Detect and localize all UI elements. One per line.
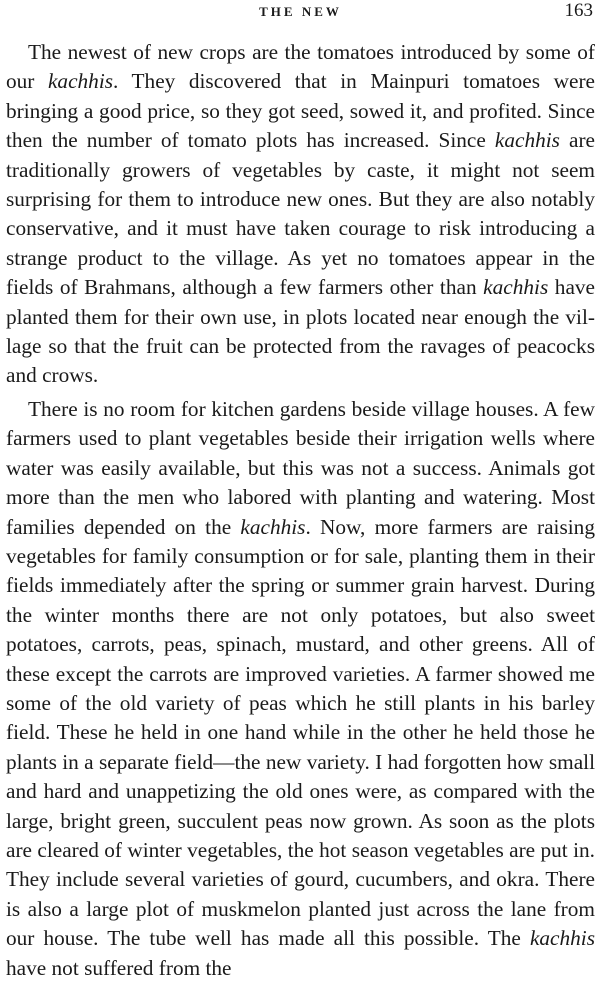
running-head	[6, 0, 595, 28]
text-run: There is no room for kitchen gardens beside village houses. A few farmers used to plant vegetables beside their irrigation wells where water was easily available, but this was not a success. Animals got more than the men who labored with planting and watering. Most families depended on the	[6, 396, 595, 539]
text-run: . They discovered that in Mainpuri tomatoes were bringing a good price, so they got seed, sowed it, and profited. Since then the number of tomato plots has increased. Since	[6, 69, 595, 153]
paragraph-tomatoes	[6, 38, 595, 391]
text-run: . Now, more farmers are raising vegetables for family consumption or for sale, planting them in their fields immediately after the spring or summer grain harvest. During the winter months there are not only potatoes, but also sweet potatoes, carrots, peas, spinach, mustard, and other greens. All of these except the carrots are improved varieties. A farmer showed me some of the old variety of peas which he still plants in his barley field. These he held in one hand while in the other he held those he plants in a separate field—the new variety. I had forgotten how small and hard and unappetizing the old ones were, as compared with the large, bright green, succulent peas now grown. As soon as the plots are cleared of winter vegetables, the hot season vegetables are put in. They include several varieties of gourd, cucumbers, and okra. There is also a large plot of muskmelon planted just across the lane from our house. The tube well has made all this possible. The	[6, 514, 595, 951]
italic-term: kachhis	[483, 275, 549, 300]
paragraph-kitchen-gardens	[6, 395, 595, 983]
text-run: have planted them for their own use, in plots located near enough the village so that the fruit can be protected from the ravages of peacocks and crows.	[6, 275, 595, 388]
text-run: are traditionally growers of vegetables by caste, it might not seem surprising for them to introduce new ones. But they are also notably conservative, and it must have taken courage to risk introducing a strange product to the village. As yet no tomatoes appear in the fields of Brahmans, although a few farmers other than	[6, 128, 595, 300]
italic-term: kachhis	[240, 514, 306, 539]
page-number: 163	[564, 0, 593, 21]
text-run: The newest of new crops are the tomatoes introduced by some of our	[6, 40, 595, 94]
running-title: THE NEW	[259, 4, 342, 19]
italic-term: kachhis	[529, 926, 595, 951]
italic-term: kachhis	[494, 128, 560, 153]
body-text	[6, 38, 595, 983]
text-run: have not suffered from the	[6, 955, 232, 980]
italic-term: kachhis	[47, 69, 114, 94]
